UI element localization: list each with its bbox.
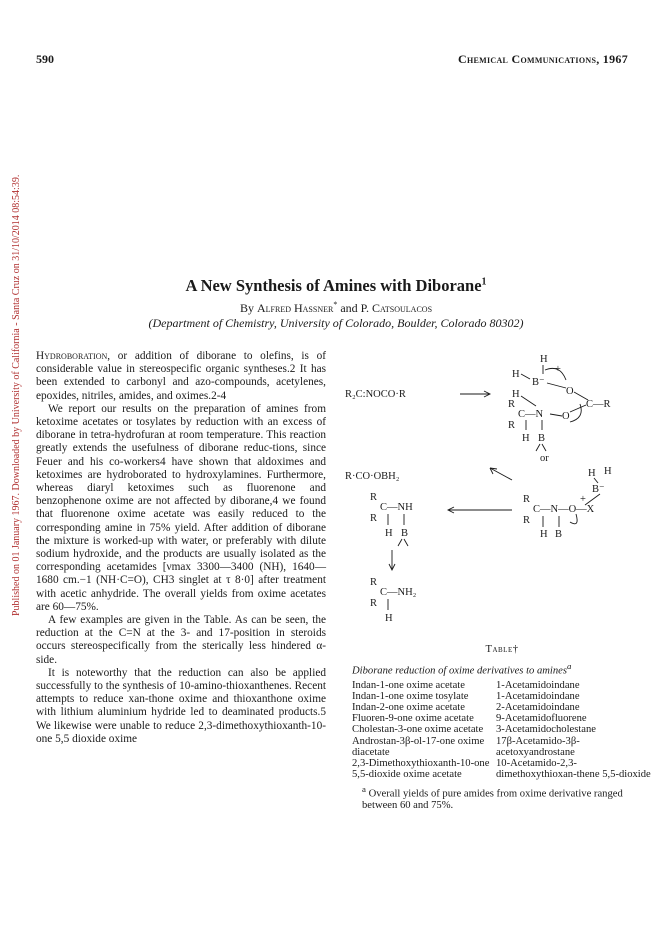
table-row	[352, 691, 652, 702]
table-caption-mark: a	[566, 661, 572, 671]
byline-prefix: By	[239, 301, 254, 315]
table-row	[352, 680, 652, 691]
arrow-curve-2	[570, 404, 581, 422]
body-column	[36, 350, 326, 746]
paragraph-2: We report our results on the preparation of amines from ketoxime acetates or tosylates by reduction with an excess of diborane in tetra-hydrofuran at room temperature. This reaction greatly extends the usefulness of diborane reduc-tions, since Feuer and his co-workers4 have shown that aldoximes and ketoximes are hydroborated to hydroxylamines. Furthermore, whereas diaryl ketoximes such as fluorenone and benzophenone oxime are not affected by diborane,4 we found that fluorenone oxime acetate was easily reduced to the corresponding amine in 75% yield. After addition of diborane the mixture is worked-up with water, or preferably with dilute sodium hydroxide, and the products are usually isolated as the corresponding acetamides [νmax 3300—3400 (NH), 1640—1680 cm.−1 (NH·C=O), CH3 singlet at τ 8·0] after treatment with acetic anhydride. The overall yields from oxime acetates are 60—75%.	[36, 402, 326, 613]
scheme-h-under: H	[522, 433, 530, 444]
results-table	[352, 680, 652, 781]
scheme-h-top: H	[540, 354, 548, 365]
arrow-to-byproduct	[490, 468, 512, 480]
b2-plus: +	[580, 494, 586, 505]
table-row	[352, 713, 652, 724]
nh-r1: R	[370, 492, 378, 503]
table-heading: Table†	[485, 644, 519, 655]
nh-b-splay-2	[404, 539, 408, 546]
amide-product: 2-Acetamidoindane	[496, 701, 580, 713]
b2-h1: H	[588, 468, 596, 479]
page-number: 590	[36, 52, 54, 66]
scheme-or: or	[540, 453, 549, 464]
oxime-derivative: Cholestan-3-one oxime acetate	[352, 724, 484, 736]
footnote-mark: a	[362, 784, 366, 795]
b2-h: H	[540, 529, 548, 540]
b2-bond-hb	[594, 478, 598, 483]
nh-b: B	[401, 528, 409, 539]
journal-running-head: Chemical Communications, 1967	[458, 52, 628, 66]
amine-h: H	[385, 613, 393, 624]
scheme-h-left2: H	[512, 389, 520, 400]
bond-hleft-b	[521, 374, 530, 379]
scheme-b-minus: B⁻	[532, 377, 545, 388]
bond-o-cr	[570, 405, 586, 412]
bond-b-o	[547, 383, 566, 388]
affiliation: (Department of Chemistry, University of Colorado, Boulder, Colorado 80302)	[148, 316, 524, 330]
amide-product: 10-Acetamido-2,3-dimethoxythioxan-thene 5,5-dioxide	[496, 757, 651, 781]
article-title	[0, 276, 672, 296]
table-row	[352, 724, 652, 735]
scheme-o-top: O	[566, 386, 574, 397]
scheme-r2: R	[508, 420, 516, 431]
scheme-c-r: C—R	[586, 399, 611, 410]
table-row	[352, 736, 652, 758]
paragraph-4: It is noteworthy that the reduction can also be applied successfully to the synthesis of 10-amino-thioxanthenes. Recent attempts to reduce xan-thone oxime and thioxanthone oxime with lithium aluminium hydride led to deaminated products.5 We likewise were unable to reduce 2,3-dimethoxythioxanth-10-one 5,5 dioxide oxime	[36, 666, 326, 745]
author-1: Alfred Hassner	[256, 301, 334, 315]
paragraph-3: A few examples are given in the Table. As can be seen, the reduction at the C=N at the 3- and 17-position in steroids occurs stereospecifically from the sterically less hindered α-side.	[36, 614, 326, 666]
oxime-derivative: Indan-2-one oxime acetate	[352, 701, 465, 713]
b2-h2: H	[604, 466, 612, 477]
b2-arrow-curve	[570, 514, 577, 524]
starting-oxime-ester: R₂C:NOCO·R	[345, 389, 406, 400]
oxime-derivative: Androstan-3β-ol-17-one oxime diacetate	[352, 735, 485, 758]
bond-b-splay-2	[542, 444, 546, 451]
amide-product: 3-Acetamidocholestane	[496, 724, 597, 736]
scheme-plus: +	[555, 364, 561, 375]
title-text: A New Synthesis of Amines with Diborane	[185, 276, 482, 295]
b2-b: B	[555, 529, 563, 540]
table-row	[352, 702, 652, 713]
scheme-r1: R	[508, 399, 516, 410]
amide-product: 9-Acetamidofluorene	[496, 713, 587, 725]
scheme-h-left: H	[512, 369, 520, 380]
amide-product: 1-Acetamidoindane	[496, 679, 580, 691]
byline	[0, 300, 672, 316]
scheme-b-under: B	[538, 433, 546, 444]
byproduct-boron-ester: R·CO·OBH₂	[345, 471, 400, 482]
results-table-block	[352, 644, 652, 812]
table-row	[352, 758, 652, 780]
amide-product: 17β-Acetamido-3β-acetoxyandrostane	[496, 735, 580, 758]
scheme-o-right: O	[562, 411, 570, 422]
oxime-derivative: Fluoren-9-one oxime acetate	[352, 713, 474, 725]
paragraph-1-text: or addition of diborane to olefins, is of considerable value in stereospecific organic syntheses.2 It has been extended to carbonyl and azo-compounds, acetylenes, epoxides, nitriles, amides, and oximes.2-4	[36, 350, 326, 402]
scheme-cn: C—N	[518, 409, 544, 420]
amine-r2: R	[370, 598, 378, 609]
byline-and: and	[340, 301, 358, 315]
amide-product: 1-Acetamidoindane	[496, 690, 580, 702]
b2-cno: C—N—O—X	[533, 504, 595, 515]
oxime-derivative: 2,3-Dimethoxythioxanth-10-one 5,5-dioxide oxime acetate	[352, 757, 490, 781]
nh-h: H	[385, 528, 393, 539]
download-provenance-note	[10, 120, 22, 620]
b2-r1: R	[523, 494, 531, 505]
nh-c: C—NH	[380, 502, 413, 513]
author-1-mark: *	[333, 300, 338, 309]
table-caption	[352, 661, 652, 677]
nh-r2: R	[370, 513, 378, 524]
paragraph-1	[36, 350, 326, 403]
author-2: P. Catsoulacos	[360, 301, 433, 315]
amine-r1: R	[370, 577, 378, 588]
paragraph-1-lead: Hydroboration,	[36, 350, 111, 362]
table-caption-text: Diborane reduction of oxime derivatives to amines	[352, 665, 567, 677]
footnote-text: Overall yields of pure amides from oxime derivative ranged between 60 and 75%.	[362, 788, 623, 812]
bond-h2-n	[521, 396, 536, 406]
oxime-derivative: Indan-1-one oxime acetate	[352, 679, 465, 691]
b2-b-minus: B⁻	[592, 484, 605, 495]
bond-n-o	[550, 414, 562, 416]
oxime-derivative: Indan-1-one oxime tosylate	[352, 690, 469, 702]
provenance-text: Published on 01 January 1967. Downloaded by University of California - Santa Cruz on 31/10/2014 08:54:39.	[11, 174, 22, 616]
amine-c: C—NH₂	[380, 587, 417, 598]
title-reference: 1	[481, 276, 487, 288]
table-footnote	[352, 784, 652, 812]
b2-r2: R	[523, 515, 531, 526]
nh-b-splay-1	[398, 539, 402, 546]
bond-b-splay-1	[536, 444, 540, 451]
